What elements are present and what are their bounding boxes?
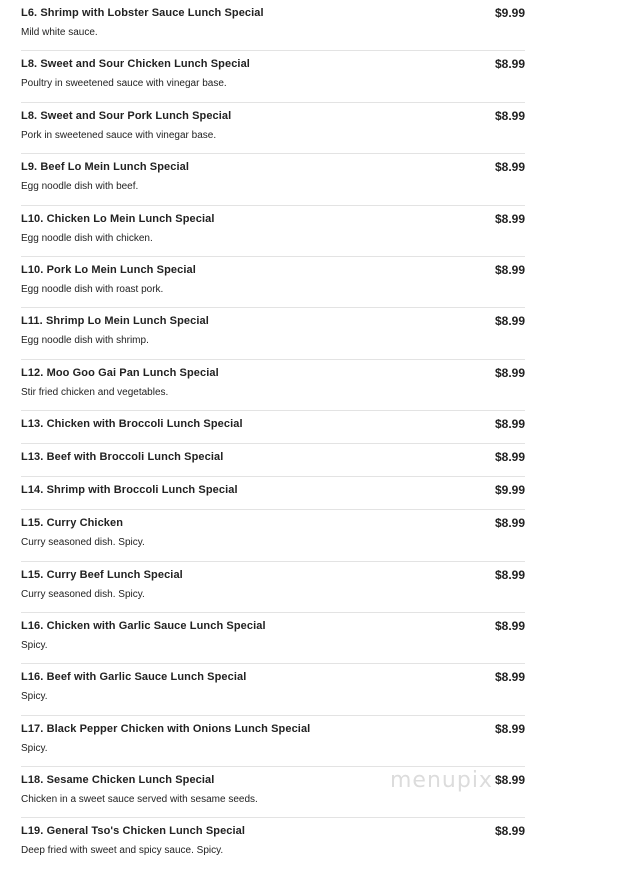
menu-item-price: $9.99 [494,6,525,20]
menu-item-name: L16. Beef with Garlic Sauce Lunch Special [21,671,247,684]
menu-item-name: L13. Beef with Broccoli Lunch Special [21,451,224,464]
menu-item [21,444,525,477]
menu-item-name: L16. Chicken with Garlic Sauce Lunch Special [21,619,266,632]
menu-item-price: $8.99 [494,417,525,432]
menu-item-description: Stir fried chicken and vegetables. [21,386,169,398]
menu-item-price: $8.99 [494,365,525,380]
menu-item-name: L15. Curry Chicken [21,517,124,530]
menu-item-name: L15. Curry Beef Lunch Special [21,568,183,581]
menu-item-name: L8. Sweet and Sour Pork Lunch Special [21,109,232,122]
menu-item [21,0,525,51]
menu-item-name: L18. Sesame Chicken Lunch Special [21,774,215,787]
menu-item [21,360,525,411]
menu-item-description: Spicy. [21,742,48,754]
menu-item-price: $8.99 [494,516,525,531]
menu-item [21,206,525,257]
menu-item [21,257,525,308]
menu-item-name: L9. Beef Lo Mein Lunch Special [21,161,190,174]
menu-item-name: L12. Moo Goo Gai Pan Lunch Special [21,366,219,379]
menu-item [21,477,525,510]
menu-item-price: $8.99 [494,824,525,839]
menu-item-description: Curry seasoned dish. Spicy. [21,588,145,600]
menu-item-price: $9.99 [494,483,525,498]
menu-item-price: $8.99 [494,567,525,582]
menu-item-description: Egg noodle dish with roast pork. [21,283,164,295]
menu-item-name: L14. Shrimp with Broccoli Lunch Special [21,484,238,497]
menu-item [21,562,525,613]
menu-item [21,103,525,154]
menu-item [21,154,525,205]
watermark-logo: menupix [390,768,493,793]
menu-item-price: $8.99 [494,773,525,788]
menu-item-price: $8.99 [494,262,525,277]
menu-item-description: Pork in sweetened sauce with vinegar base. [21,129,217,141]
menu-item [21,51,525,102]
menu-item-price: $8.99 [494,108,525,123]
menu-item-name: L10. Chicken Lo Mein Lunch Special [21,212,215,225]
menu-item-description: Chicken in a sweet sauce served with sesame seeds. [21,794,258,806]
menu-item-description: Curry seasoned dish. Spicy. [21,537,145,549]
menu-item [21,411,525,444]
menu-item-description: Egg noodle dish with beef. [21,181,139,193]
menu-item-price: $8.99 [494,618,525,633]
menu-item-description: Spicy. [21,691,48,703]
menu-item-price: $8.99 [494,670,525,685]
menu-item [21,818,525,869]
menu-item [21,664,525,715]
menu-item-price: $8.99 [494,314,525,329]
menu-list [21,0,525,870]
menu-item-description: Egg noodle dish with shrimp. [21,335,149,347]
menu-item-name: L17. Black Pepper Chicken with Onions Lunch Special [21,722,311,735]
menu-item-description: Poultry in sweetened sauce with vinegar base. [21,78,227,90]
menu-item-name: L8. Sweet and Sour Chicken Lunch Special [21,58,250,71]
menu-item-name: L13. Chicken with Broccoli Lunch Special [21,418,243,431]
menu-item-name: L11. Shrimp Lo Mein Lunch Special [21,315,209,328]
menu-item-name: L19. General Tso's Chicken Lunch Special [21,825,246,838]
menu-item-price: $8.99 [494,57,525,72]
menu-item-description: Mild white sauce. [21,27,98,38]
menu-item [21,308,525,359]
menu-item [21,613,525,664]
menu-item-name: L6. Shrimp with Lobster Sauce Lunch Special [21,7,264,19]
menu-item-description: Egg noodle dish with chicken. [21,232,153,244]
menu-item [21,510,525,561]
menu-item [21,716,525,767]
menu-item-price: $8.99 [494,160,525,175]
menu-item-price: $8.99 [494,450,525,465]
menu-item-description: Deep fried with sweet and spicy sauce. Spicy. [21,845,224,857]
menu-item-name: L10. Pork Lo Mein Lunch Special [21,263,196,276]
menu-item-description: Spicy. [21,639,48,651]
menu-item-price: $8.99 [494,721,525,736]
menu-item-price: $8.99 [494,211,525,226]
